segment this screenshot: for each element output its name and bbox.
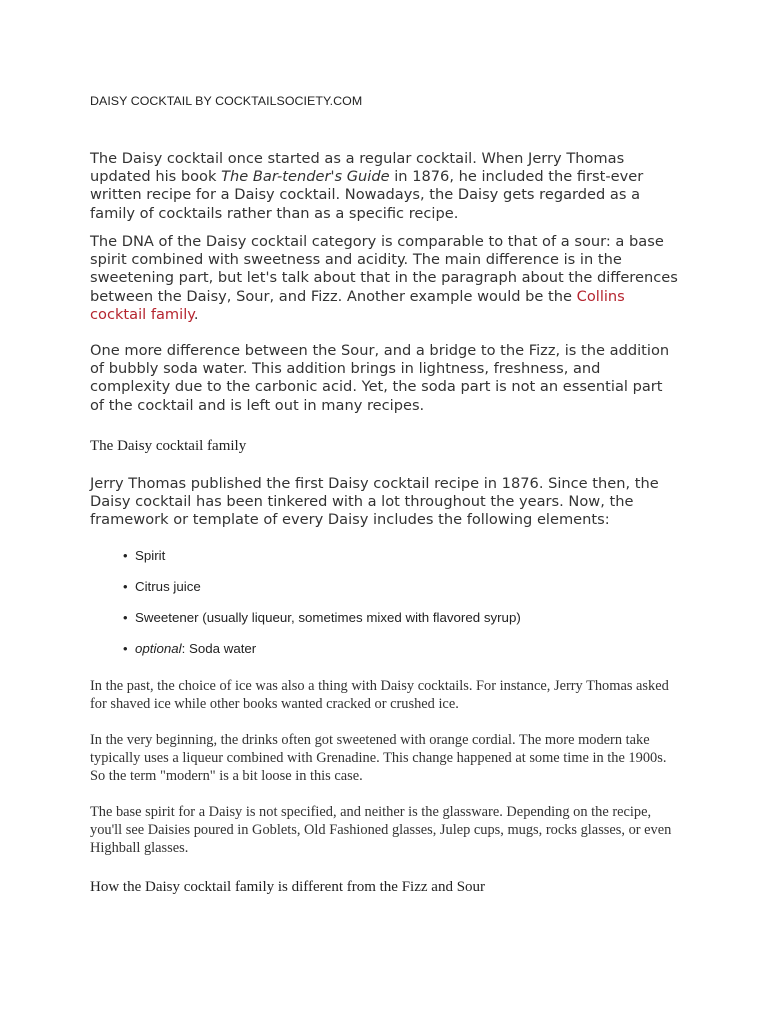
intro-paragraph <box>90 150 680 223</box>
bullet-icon: • <box>123 641 128 656</box>
document-title: DAISY COCKTAIL BY COCKTAILSOCIETY.COM <box>90 94 363 108</box>
dna-text: The DNA of the Daisy cocktail category is comparable to that of a sour: a base spirit combined with sweetness and acidity. The main difference is in the sweetening part, but let's talk about that in the paragraph about the differences between the Daisy, Sour, and Fizz. Another example would be the <box>90 233 678 305</box>
ice-paragraph: In the past, the choice of ice was also a thing with Daisy cocktails. For instance, Jerry Thomas asked for shaved ice while other books wanted cracked or crushed ice. <box>90 678 669 712</box>
list-item-label: Spirit <box>135 548 166 563</box>
list-item-label: Citrus juice <box>135 579 201 594</box>
list-item-optional: optional <box>135 641 182 656</box>
intro-text-start: The Daisy cocktail once started as a regular cocktail. When Jerry Thomas updated his book <box>90 150 625 186</box>
section-heading-differences: How the Daisy cocktail family is different from the Fizz and Sour <box>90 879 486 895</box>
section-heading-daisy-family: The Daisy cocktail family <box>90 438 247 454</box>
list-item-label: : Soda water <box>181 641 257 656</box>
list-item <box>90 577 521 608</box>
book-title: The Bar-tender's Guide <box>221 168 390 186</box>
soda-paragraph: One more difference between the Sour, and a bridge to the Fizz, is the addition of bubbly soda water. This addition brings in lightness, freshness, and complexity due to the carbonic acid. Yet, the soda part is not an essential part of the cocktail and is left out in many recipes. <box>90 342 670 414</box>
bullet-icon: • <box>123 610 128 625</box>
intro-text-end: in 1876, he included the first-ever written recipe for a Daisy cocktail. Nowadays, the Daisy gets regarded as a family of cocktails rather than as a specific recipe. <box>90 168 644 222</box>
bullet-icon: • <box>123 548 128 563</box>
dna-text-end: . <box>193 305 199 323</box>
bullet-icon: • <box>123 579 128 594</box>
framework-paragraph: Jerry Thomas published the first Daisy cocktail recipe in 1876. Since then, the Daisy cocktail has been tinkered with a lot throughout the years. Now, the framework or template of every Daisy includes the following elements: <box>90 475 659 529</box>
list-item <box>90 639 521 670</box>
collins-cocktail-family-link[interactable]: Collins cocktail family <box>90 287 625 323</box>
list-item-label: Sweetener (usually liqueur, sometimes mixed with flavored syrup) <box>135 610 521 625</box>
dna-paragraph <box>90 233 680 324</box>
sweetener-history-paragraph: In the very beginning, the drinks often got sweetened with orange cordial. The more modern take typically uses a liqueur combined with Grenadine. This change happened at some time in the 1900s. So the term "modern" is a bit loose in this case. <box>90 732 667 784</box>
daisy-elements-list <box>90 546 521 670</box>
glassware-paragraph: The base spirit for a Daisy is not specified, and neither is the glassware. Depending on the recipe, you'll see Daisies poured in Goblets, Old Fashioned glasses, Julep cups, mugs, rocks glasses, or even Highball glasses. <box>90 804 672 856</box>
list-item <box>90 546 521 577</box>
list-item <box>90 608 521 639</box>
